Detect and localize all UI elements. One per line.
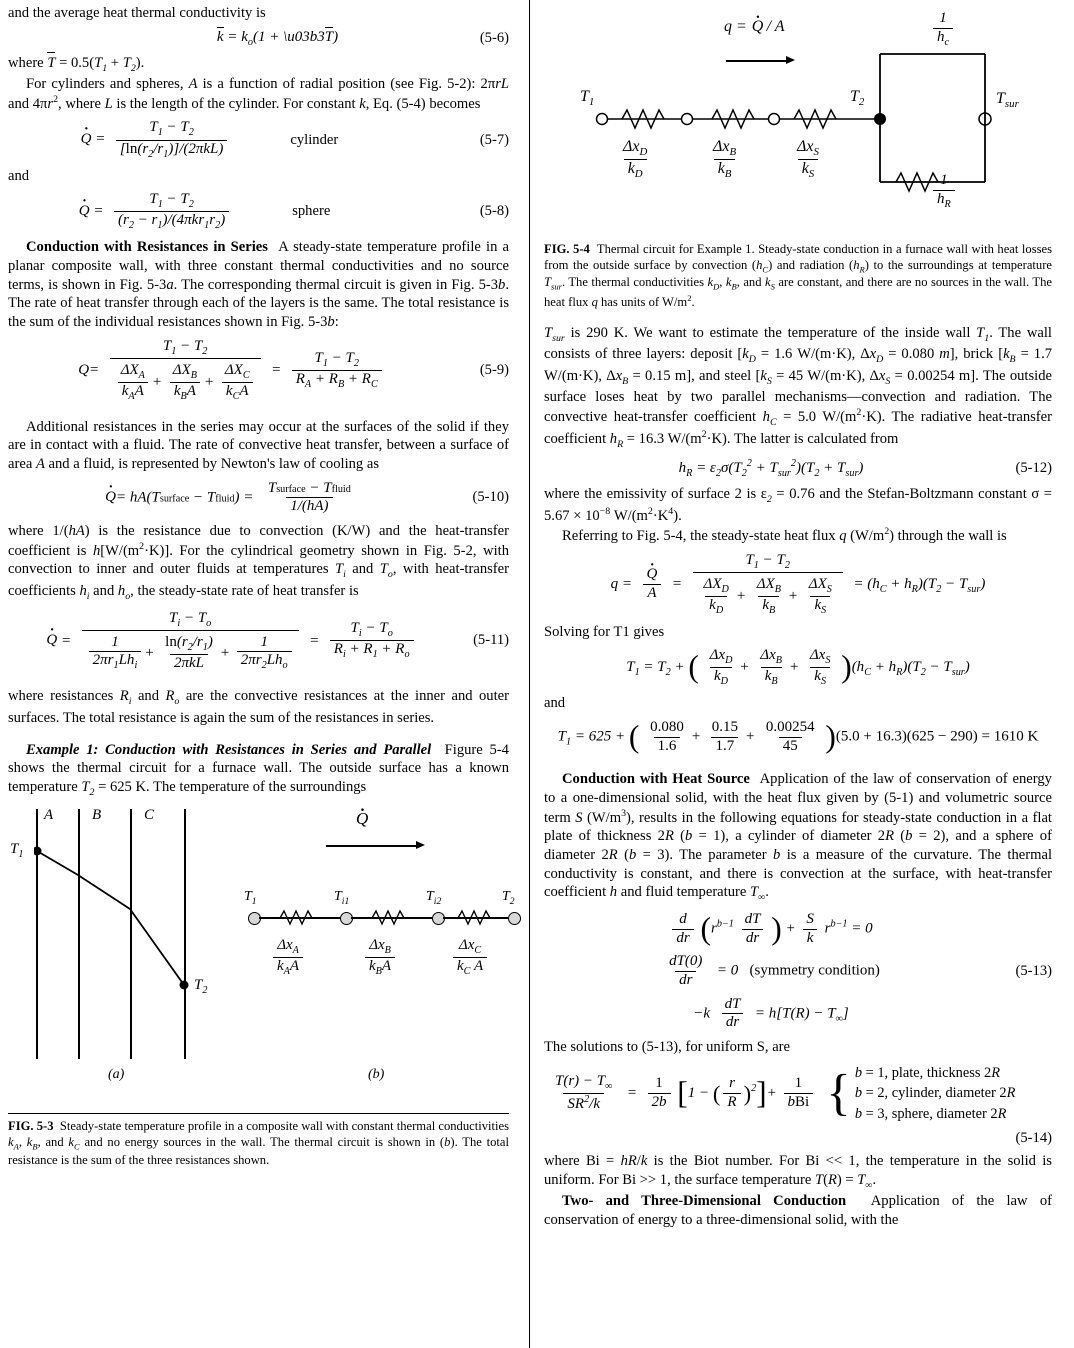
heat-flux-label: q = · Q / A (724, 18, 785, 36)
column-divider (529, 0, 530, 1348)
heading-2d-3d-conduction: Two- and Three-Dimensional Conduction (562, 1193, 847, 1210)
emissivity-paragraph: where the emissivity of surface 2 is $\varepsilon_2 = 0.76$ and the Stefan-Boltzmann constant $\sigma = 5.67 \times 10^{-8}$ $W/(m^2\cdot K^4)$. (544, 485, 1052, 525)
equation-5-13a: $\frac{d}{dr}$ ($r^{b-1}$ $\frac{dT}{dr}$ ) + $\frac{S}{k}$ $r^{b-1} = 0$ (544, 911, 1052, 947)
left-column (0, 0, 521, 1348)
resistance-expression-S: $\frac{\Delta x_S}{k_S}$ (797, 138, 819, 181)
equation-number: (5-8) (479, 203, 509, 220)
hc-num: 1 (939, 10, 947, 26)
cases-block: { b = 1, plate, thickness 2R b = 2, cylinder, diameter 2R b = 3, sphere, diameter 2R (826, 1063, 1015, 1124)
equation-number: (5-13) (1015, 962, 1052, 979)
case-3: b = 3, sphere, diameter 2R (854, 1105, 1007, 1122)
two-three-dimensional-paragraph: Two- and Three-Dimensional Conduction Application of the law of conservation of energy to a three-dimensional solid, with the (544, 1193, 1052, 1228)
example-1-paragraph: Example 1: Conduction with Resistances in Series and Parallel Figure 5-4 shows the thermal circuit for a furnace wall. The outside surface has a known temperature $T_2 = 625$ K. The temperature of the surroundings (8, 741, 509, 798)
hR-num: 1 (940, 172, 948, 188)
caption-rule (8, 1113, 509, 1114)
additional-resistances-paragraph: Additional resistances in the series may occur at the surfaces of the solid if they are in contact with a fluid. The rate of convective heat transfer, between a surface of area A and a fluid, is represented by Newton's law of cooling as (8, 418, 509, 473)
where-T-paragraph: where $T = 0.5(T_1 + T_2)$. (8, 54, 145, 74)
circuit-label-Ti1: $T_{i1}$ (334, 889, 350, 908)
figure-5-4-T1-label: $T_1$ (580, 88, 595, 109)
resistance-convection-paragraph: where 1/(hA) is the resistance due to convection (K/W) and the heat-transfer coefficient is $h[W/(m^2\cdot K)]$. For the cylindrical geometry shown in Fig. 5-2, with convection to inner and outer fluids at temperatures $T_i$ and $T_o$, with heat-transfer coefficients $h_i$ and $h_o$, the steady-state rate of heat transfer is (8, 523, 510, 602)
symmetry-condition-label: (symmetry condition) (749, 962, 880, 979)
figure-5-4-Tsur-label: $T_{sur}$ (996, 90, 1019, 111)
case-2: b = 2, cylinder, diameter 2R (854, 1085, 1016, 1102)
figure-5-4-caption-label: FIG. 5-4 (544, 242, 590, 256)
tsur-paragraph: $T_{sur}$ is 290 K. We want to estimate the temperature of the inside wall $T_1$. The wall consists of three layers: deposit [$k_D = 1.6$ W/(m·K), $\Delta x_D = 0.080$ m], brick [$k_B = 1.7$ W/(m·K), $\Delta x_B = 0.15$ m], and steel [$k_S = 45$ W/(m·K), $\Delta x_S = 0.00254$ m]. The outside surface loses heat by two parallel mechanisms—convection and radiation. The convective heat-transfer coefficient $h_C = 5.0$ $W/(m^2\cdot K)$. The radiative heat-transfer coefficient $h_R = 16.3$ $W/(m^2\cdot K)$. The latter is calculated from (544, 324, 1053, 451)
layer-label-C: C (144, 807, 155, 824)
circuit-label-T1: $T_1$ (244, 889, 257, 908)
equation-5-14-number: (5-14) (1015, 1130, 1052, 1147)
equation-5-6: $k = k_o(1$ + \u03b3T) (5-6) (216, 28, 509, 48)
equation-5-10: · Q= hA(Tsurface − Tfluid) = $\frac{\text{Tsurface − Tfluid}}{1/(hA)}$ (5-10) (8, 480, 509, 516)
intro-paragraph: and the average heat thermal conductivity is (8, 5, 266, 21)
cylinders-paragraph: For cylinders and spheres, A is a function of radial position (see Fig. 5-2): 2πrL and $4\pi r^2$, where L is the length of the cylinder. For constant k, Eq. (5-4) becomes (8, 76, 509, 112)
solutions-paragraph: The solutions to (5-13), for uniform S, are (544, 1039, 791, 1055)
Qdot-label: · Q (356, 809, 368, 829)
equation-5-9: Q= $T_1 - T_2$ $\frac{\Delta X_A}{k_AA}$ + $\frac{\Delta X_B}{k_BA}$ + $\frac{\Delta X_C}{k_CA}$ = $\frac{T_1 - T_2}{R_A + R_B + R_C}$ (5-9) (78, 337, 509, 402)
resistor-expression-A: $\frac{\Delta x_A}{k_AA}$ (270, 937, 306, 978)
heading-resistances-series: Conduction with Resistances in Series (26, 239, 268, 256)
equation-5-7: · Q = $\frac{T_1 - T_2}{[\ln(r_2/r_1)]/(2\pi kL)}$ cylinder (5-7) (8, 119, 509, 160)
example-1-title: Example 1: Conduction with Resistances in Series and Parallel (26, 741, 432, 758)
resistor-expression-C: $\frac{\Delta x_C}{k_C A}$ (450, 937, 490, 978)
heat-source-paragraph: Conduction with Heat Source Application of the law of conservation of energy to a one-dimensional solid, with the heat flux given by (5-1) and volumetric source term S $(W/m^3)$, results in the following equations for steady-state conduction in a flat plate of thickness 2R (b = 1), a cylinder of diameter 2R (b = 2), and a sphere of diameter 2R (b = 3). The parameter b is a measure of the curvature. The thermal conductivity is constant, and there is convection at the surface, with heat-transfer coefficient h and fluid temperature $T_\infty$. (544, 771, 1053, 904)
and-paragraph-1: and (8, 167, 30, 184)
equation-number: (5-11) (473, 632, 509, 649)
figure-5-3-T2-label: $T_2$ (194, 977, 208, 997)
figure-5-3-T1-label: $T_1$ (10, 841, 24, 861)
equation-5-14: $\frac{T(r) - T_\infty}{SR^2/k}$ = $\frac{1}{2b}$ [1 − ( $\frac{r}{R}$ )$^2$]+ $\frac{1}{\text{bBi}}$ { b = 1, plate, thickness 2R b = 2, cylinder, diameter 2R b = 3, sphere, diameter 2R (544, 1063, 1052, 1124)
figure-5-4-circuit-svg (544, 4, 1044, 219)
where-resistances-paragraph: where resistances $R_i$ and $R_o$ are the convective resistances at the inner and outer surfaces. The total resistance is again the sum of the resistances in series. (8, 688, 509, 726)
circuit-label-T2: $T_2$ (502, 889, 515, 908)
equation-number: (5-9) (479, 361, 509, 378)
figure-5-4-caption (544, 242, 1052, 311)
figure-5-3-caption-label: FIG. 5-3 (8, 1119, 54, 1134)
parallel-resistance-hc: $\frac{1}{h_c}$ (930, 10, 956, 49)
figure-5-3-wall-diagram (10, 807, 209, 1059)
temperature-profile-curve (34, 809, 209, 1059)
heading-conduction-heat-source: Conduction with Heat Source (562, 771, 750, 788)
subcaption-b: (b) (368, 1067, 385, 1083)
figure-5-4-caption-text: Thermal circuit for Example 1. Steady-state conduction in a furnace wall with heat losses from the outside surface by convection $(h_C)$ and radiation $(h_R)$ to the surroundings at temperature $T_{sur}$. The thermal conductivities $k_D$, $k_B$, and $k_S$ are constant, and there are no sources in the wall. The heat flux q has units of $W/m^2$. (544, 242, 1053, 309)
heat-flux-equation: q = · $\frac{Q}{A}$ = $T_1 - T_2$ $\frac{\Delta X_D}{k_D}$ + $\frac{\Delta X_B}{k_B}$ + $\frac{\Delta X_S}{k_S}$ = $(h_C + h_R)(T_2 - T_{sur})$ (544, 552, 1052, 617)
resistance-expression-B: $\frac{\Delta x_B}{k_B}$ (713, 138, 737, 181)
figure-5-3-circuit (236, 809, 526, 1059)
equation-number: (5-7) (479, 131, 509, 148)
layer-label-A: A (44, 807, 54, 824)
resistor-expression-B: $\frac{\Delta x_B}{k_BA}$ (362, 937, 398, 978)
resistance-expression-D: $\frac{\Delta x_D}{k_D}$ (623, 138, 648, 181)
equation-5-7-label: cylinder (290, 131, 339, 148)
subcaption-a: (a) (108, 1067, 125, 1083)
equation-5-13c: −k $\frac{dT}{dr}$ = $h[T(R) - T_\infty]$ (693, 995, 849, 1031)
right-column (538, 0, 1062, 1348)
series-paragraph: Conduction with Resistances in Series A steady-state temperature profile in a planar composite wall, with three constant thermal conductivities and no source terms, is shown in Fig. 5-3a. The corresponding thermal circuit is given in Fig. 5-3b. The rate of heat transfer through each of the layers is the same. The total resistance is the sum of the individual resistances shown in Fig. 5-3b: (8, 239, 509, 330)
figure-5-4 (544, 4, 1052, 242)
figure-5-3-caption-text: Steady-state temperature profile in a composite wall with constant thermal conductivities $k_A$, $k_B$, and $k_C$ and no energy sources in the wall. The thermal circuit is shown in (b). The total resistance is the sum of the three resistances shown. (8, 1119, 510, 1167)
equation-number: (5-12) (1015, 459, 1052, 476)
equation-5-13b: $\frac{dT(0)}{dr}$ = 0 (symmetry condition) (5-13) (669, 953, 1052, 988)
solving-equation: $T_1 = T_2$ + ( $\frac{\Delta x_D}{k_D}$ + $\frac{\Delta x_B}{k_B}$ + $\frac{\Delta x_S}{k_S}$ )$(h_C + h_R)(T_2 - T_{sur})$ (626, 647, 970, 688)
parallel-resistance-hR: $\frac{1}{h_R}$ (930, 172, 958, 211)
figure-5-3-caption (8, 1119, 509, 1168)
equation-5-8: · Q = $\frac{T_1 - T_2}{(r_2 - r_1)/(4\pi kr_1r_2)}$ sphere (5-8) (8, 191, 509, 232)
result-equation: $T_1 = 625$ + ( $\frac{0.080}{1.6}$ + $\frac{0.15}{1.7}$ + $\frac{0.00254}{45}$ )(5.0 + 16.3)(625 − 290) = 1610 K (557, 718, 1039, 754)
layer-label-B: B (92, 807, 102, 824)
circuit-label-Ti2: $T_{i2}$ (426, 889, 442, 908)
equation-5-8-label: sphere (292, 203, 331, 220)
figure-5-4-T2-label: $T_2$ (850, 88, 865, 109)
biot-paragraph: where Bi = hR/k is the Biot number. For Bi << 1, the temperature in the solid is uniform. For Bi >> 1, the surface temperature $T(R) = T_\infty$. (544, 1153, 1052, 1191)
case-1: b = 1, plate, thickness 2R (854, 1064, 1001, 1081)
referring-paragraph: Referring to Fig. 5-4, the steady-state heat flux q $(W/m^2)$ through the wall is (562, 525, 1007, 544)
equation-number: (5-6) (479, 29, 509, 46)
equation-5-11: · Q = $T_i - T_o$ $\frac{1}{2\pi r_1Lh_i}$ + $\frac{\ln(r_2/r_1)}{\text{2πkL}}$ + $\frac{1}{2\pi r_2Lh_o}$ = $\frac{T_i - T_o}{R_i + R_1 + R_o}$ (5-11) (8, 610, 509, 673)
and-paragraph-2: and (544, 695, 566, 712)
equation-5-12: $h_R = \varepsilon_2\sigma(T_2^2 + T_{sur}^2)(T_2 + T_{sur})$ (5-12) (678, 457, 1052, 479)
solving-paragraph: Solving for T1 gives (544, 623, 665, 640)
figure-5-3 (8, 805, 515, 1105)
equation-number: (5-10) (472, 489, 509, 506)
